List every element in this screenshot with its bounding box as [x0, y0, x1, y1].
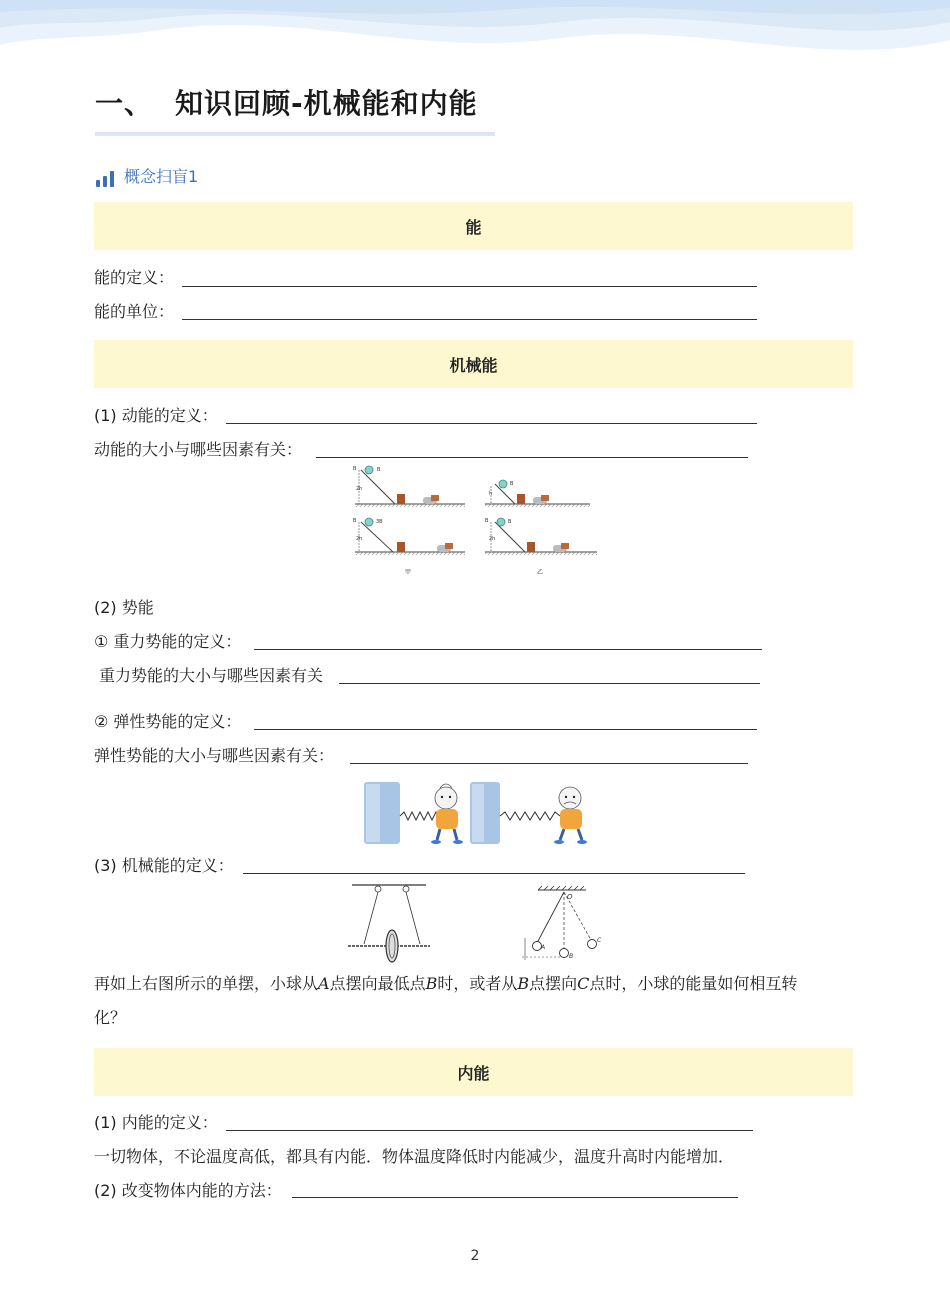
kinetic-definition-label: (1) 动能的定义： [94, 406, 218, 425]
internal-change-blank[interactable] [292, 1197, 738, 1198]
spring-panel-left [364, 782, 463, 844]
ramp-panel-1 [353, 466, 465, 507]
kinetic-factors-blank[interactable] [316, 457, 748, 458]
internal-definition-label: (1) 内能的定义： [94, 1113, 218, 1132]
svg-text:A: A [541, 944, 546, 951]
spring-figure [360, 778, 590, 846]
band-energy-label: 能 [465, 217, 482, 237]
energy-unit-blank[interactable] [182, 319, 757, 320]
ramp-experiment-figure [345, 462, 605, 580]
gravity-definition-label: ① 重力势能的定义： [94, 632, 242, 651]
maxwell-wheel [348, 885, 430, 962]
svg-text:B: B [569, 953, 574, 960]
elastic-factors-blank[interactable] [350, 763, 748, 764]
ramp-panel-2 [485, 480, 590, 507]
energy-definition-blank[interactable] [182, 286, 757, 287]
energy-definition-label: 能的定义： [94, 268, 175, 287]
svg-text:2h: 2h [356, 486, 363, 492]
internal-statement: 一切物体，不论温度高低，都具有内能．物体温度降低时内能减少，温度升高时内能增加． [94, 1147, 735, 1166]
svg-text:B: B [508, 519, 512, 525]
svg-text:3B: 3B [376, 519, 383, 525]
svg-text:2h: 2h [356, 536, 363, 542]
gravity-factors-blank[interactable] [339, 683, 760, 684]
gravity-factors-label: 重力势能的大小与哪些因素有关 [99, 666, 324, 685]
subsection-heading [96, 164, 198, 187]
band-energy [94, 202, 853, 250]
svg-text:C: C [597, 937, 602, 944]
spring-panel-right [470, 782, 587, 844]
fig1-label-yi: 乙 [537, 569, 544, 576]
band-internal [94, 1048, 853, 1096]
bar-chart-icon [96, 171, 114, 187]
pendulum-figure [344, 880, 614, 966]
svg-text:B: B [485, 518, 489, 524]
svg-text:O: O [567, 893, 573, 901]
ramp-panel-4 [485, 518, 597, 555]
kinetic-factors-label: 动能的大小与哪些因素有关： [94, 440, 303, 459]
internal-change-label: (2) 改变物体内能的方法： [94, 1181, 282, 1200]
kinetic-definition-blank[interactable] [226, 423, 757, 424]
simple-pendulum [522, 886, 602, 960]
svg-text:h: h [489, 491, 493, 497]
band-mechanical-label: 机械能 [449, 355, 498, 375]
page-number: 2 [470, 1248, 480, 1264]
pendulum-question: 再如上右图所示的单摆，小球从A点摆向最低点B时，或者从B点摆向C点时，小球的能量如何相互转 化？ [94, 974, 798, 1027]
subsection-label: 概念扫盲1 [124, 167, 199, 186]
section-heading [95, 82, 478, 122]
svg-text:B: B [377, 467, 381, 473]
elastic-definition-label: ② 弹性势能的定义： [94, 712, 242, 731]
band-mechanical [94, 340, 853, 388]
svg-text:B: B [353, 466, 357, 472]
section-title: 知识回顾-机械能和内能 [175, 87, 478, 120]
fig1-label-jia: 甲 [405, 569, 412, 576]
gravity-definition-blank[interactable] [254, 649, 762, 650]
header-wave-decoration [0, 0, 950, 70]
internal-definition-blank[interactable] [226, 1130, 753, 1131]
mechanical-definition-label: (3) 机械能的定义： [94, 856, 234, 875]
svg-text:B: B [353, 518, 357, 524]
heading-underline [95, 132, 495, 136]
band-internal-label: 内能 [457, 1063, 490, 1083]
mechanical-definition-blank[interactable] [243, 873, 745, 874]
elastic-factors-label: 弹性势能的大小与哪些因素有关： [94, 746, 335, 765]
section-number: 一、 [95, 87, 154, 120]
svg-text:2h: 2h [489, 536, 496, 542]
energy-unit-label: 能的单位： [94, 302, 175, 321]
ramp-panel-3 [353, 518, 465, 555]
elastic-definition-blank[interactable] [254, 729, 757, 730]
svg-text:B: B [510, 481, 514, 487]
potential-heading: (2) 势能 [94, 598, 154, 617]
